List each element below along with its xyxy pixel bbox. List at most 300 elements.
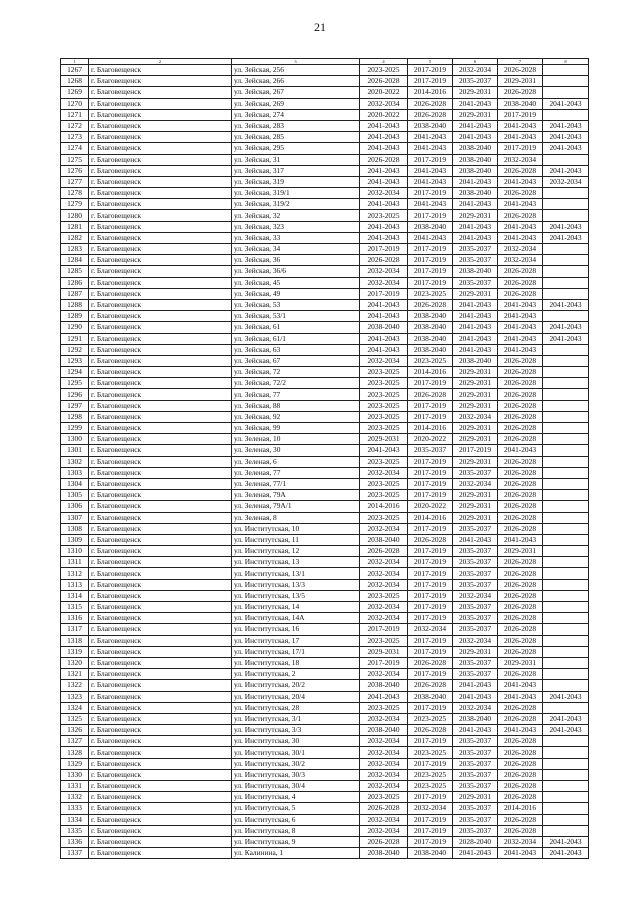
column-number: 7 (498, 59, 543, 65)
city-cell: г. Благовещенск (89, 546, 232, 557)
table-row (61, 568, 589, 579)
period-cell-col7: 2026-2028 (498, 288, 543, 299)
period-cell-col5: 2017-2019 (408, 579, 453, 590)
table-row (61, 769, 589, 780)
period-cell-col7: 2026-2028 (498, 557, 543, 568)
period-cell-col4: 2032-2034 (360, 98, 408, 109)
address-cell: ул. Зейская, 72 (232, 367, 360, 378)
period-cell-col8 (543, 87, 589, 98)
row-number-cell: 1315 (61, 602, 89, 613)
row-number-cell: 1308 (61, 523, 89, 534)
address-cell: ул. Институтская, 17 (232, 635, 360, 646)
period-cell-col7: 2032-2034 (498, 836, 543, 847)
address-cell: ул. Институтская, 30/1 (232, 747, 360, 758)
address-cell: ул. Зейская, 283 (232, 120, 360, 131)
row-number-cell: 1286 (61, 277, 89, 288)
period-cell-col8 (543, 154, 589, 165)
period-cell-col5: 2017-2019 (408, 669, 453, 680)
address-cell: ул. Зейская, 31 (232, 154, 360, 165)
table-row (61, 277, 589, 288)
period-cell-col5: 2014-2016 (408, 367, 453, 378)
row-number-cell: 1316 (61, 613, 89, 624)
period-cell-col6: 2041-2043 (453, 725, 498, 736)
period-cell-col4: 2026-2028 (360, 76, 408, 87)
city-cell: г. Благовещенск (89, 288, 232, 299)
row-number-cell: 1328 (61, 747, 89, 758)
row-number-cell: 1299 (61, 423, 89, 434)
period-cell-col4: 2026-2028 (360, 803, 408, 814)
row-number-cell: 1287 (61, 288, 89, 299)
period-cell-col8 (543, 501, 589, 512)
period-cell-col6: 2035-2037 (453, 613, 498, 624)
period-cell-col7: 2026-2028 (498, 434, 543, 445)
address-cell: ул. Калинина, 1 (232, 848, 360, 859)
period-cell-col5: 2038-2040 (408, 120, 453, 131)
column-number: 6 (453, 59, 498, 65)
table-row (61, 344, 589, 355)
period-cell-col6: 2038-2040 (453, 713, 498, 724)
row-number-cell: 1335 (61, 825, 89, 836)
period-cell-col6: 2035-2037 (453, 557, 498, 568)
period-cell-col4: 2032-2034 (360, 713, 408, 724)
period-cell-col4: 2029-2031 (360, 434, 408, 445)
city-cell: г. Благовещенск (89, 814, 232, 825)
city-cell: г. Благовещенск (89, 266, 232, 277)
period-cell-col8: 2041-2043 (543, 132, 589, 143)
table-row (61, 188, 589, 199)
period-cell-col5: 2017-2019 (408, 736, 453, 747)
period-cell-col8 (543, 702, 589, 713)
address-cell: ул. Институтская, 13/3 (232, 579, 360, 590)
period-cell-col8 (543, 210, 589, 221)
period-cell-col4: 2023-2025 (360, 635, 408, 646)
city-cell: г. Благовещенск (89, 691, 232, 702)
table-row (61, 478, 589, 489)
city-cell: г. Благовещенск (89, 657, 232, 668)
period-cell-col7: 2026-2028 (498, 188, 543, 199)
table-row (61, 467, 589, 478)
row-number-cell: 1309 (61, 534, 89, 545)
period-cell-col8 (543, 657, 589, 668)
table-row (61, 635, 589, 646)
period-cell-col5: 2014-2016 (408, 423, 453, 434)
city-cell: г. Благовещенск (89, 557, 232, 568)
period-cell-col7: 2026-2028 (498, 65, 543, 76)
period-cell-col6: 2035-2037 (453, 602, 498, 613)
period-cell-col8 (543, 400, 589, 411)
period-cell-col7: 2026-2028 (498, 490, 543, 501)
period-cell-col8 (543, 602, 589, 613)
row-number-cell: 1293 (61, 355, 89, 366)
period-cell-col7: 2026-2028 (498, 568, 543, 579)
city-cell: г. Благовещенск (89, 669, 232, 680)
table-row (61, 590, 589, 601)
period-cell-col8 (543, 456, 589, 467)
table-row (61, 546, 589, 557)
period-cell-col4: 2032-2034 (360, 523, 408, 534)
period-cell-col8: 2041-2043 (543, 848, 589, 859)
period-cell-col5: 2023-2025 (408, 355, 453, 366)
period-cell-col7: 2041-2043 (498, 176, 543, 187)
row-number-cell: 1282 (61, 232, 89, 243)
period-cell-col7: 2026-2028 (498, 702, 543, 713)
table-row (61, 456, 589, 467)
address-cell: ул. Институтская, 11 (232, 534, 360, 545)
period-cell-col4: 2032-2034 (360, 568, 408, 579)
row-number-cell: 1297 (61, 400, 89, 411)
period-cell-col7: 2041-2043 (498, 333, 543, 344)
period-cell-col7: 2026-2028 (498, 478, 543, 489)
period-cell-col5: 2017-2019 (408, 400, 453, 411)
row-number-cell: 1314 (61, 590, 89, 601)
period-cell-col4: 2032-2034 (360, 557, 408, 568)
period-cell-col5: 2017-2019 (408, 836, 453, 847)
row-number-cell: 1288 (61, 299, 89, 310)
period-cell-col5: 2038-2040 (408, 848, 453, 859)
period-cell-col7: 2026-2028 (498, 400, 543, 411)
period-cell-col4: 2023-2025 (360, 512, 408, 523)
city-cell: г. Благовещенск (89, 445, 232, 456)
period-cell-col4: 2038-2040 (360, 848, 408, 859)
period-cell-col5: 2017-2019 (408, 467, 453, 478)
period-cell-col6: 2038-2040 (453, 355, 498, 366)
period-cell-col7: 2026-2028 (498, 613, 543, 624)
period-cell-col7: 2026-2028 (498, 411, 543, 422)
row-number-cell: 1322 (61, 680, 89, 691)
table-row (61, 109, 589, 120)
table-row (61, 792, 589, 803)
period-cell-col7: 2026-2028 (498, 590, 543, 601)
table-row (61, 87, 589, 98)
row-number-cell: 1300 (61, 434, 89, 445)
period-cell-col8 (543, 367, 589, 378)
period-cell-col5: 2017-2019 (408, 456, 453, 467)
period-cell-col8: 2041-2043 (543, 98, 589, 109)
period-cell-col5: 2026-2028 (408, 109, 453, 120)
row-number-cell: 1329 (61, 758, 89, 769)
address-cell: ул. Зейская, 269 (232, 98, 360, 109)
address-cell: ул. Институтская, 30/3 (232, 769, 360, 780)
period-cell-col4: 2032-2034 (360, 747, 408, 758)
period-cell-col8 (543, 378, 589, 389)
address-cell: ул. Зейская, 267 (232, 87, 360, 98)
address-cell: ул. Зеленая, 77/1 (232, 478, 360, 489)
period-cell-col6: 2029-2031 (453, 456, 498, 467)
period-cell-col4: 2032-2034 (360, 467, 408, 478)
period-cell-col7: 2017-2019 (498, 143, 543, 154)
column-number: 1 (61, 59, 89, 65)
period-cell-col4: 2023-2025 (360, 792, 408, 803)
city-cell: г. Благовещенск (89, 467, 232, 478)
period-cell-col5: 2017-2019 (408, 188, 453, 199)
table-row (61, 691, 589, 702)
city-cell: г. Благовещенск (89, 232, 232, 243)
period-cell-col8 (543, 266, 589, 277)
row-number-cell: 1337 (61, 848, 89, 859)
period-cell-col6: 2035-2037 (453, 579, 498, 590)
row-number-cell: 1327 (61, 736, 89, 747)
period-cell-col7: 2041-2043 (498, 725, 543, 736)
address-cell: ул. Институтская, 14 (232, 602, 360, 613)
city-cell: г. Благовещенск (89, 501, 232, 512)
row-number-cell: 1279 (61, 199, 89, 210)
period-cell-col6: 2038-2040 (453, 154, 498, 165)
period-cell-col8 (543, 590, 589, 601)
period-cell-col4: 2023-2025 (360, 456, 408, 467)
city-cell: г. Благовещенск (89, 512, 232, 523)
address-cell: ул. Институтская, 10 (232, 523, 360, 534)
table-row (61, 512, 589, 523)
period-cell-col4: 2023-2025 (360, 400, 408, 411)
period-cell-col6: 2029-2031 (453, 87, 498, 98)
address-cell: ул. Зейская, 256 (232, 65, 360, 76)
period-cell-col4: 2014-2016 (360, 501, 408, 512)
city-cell: г. Благовещенск (89, 311, 232, 322)
period-cell-col4: 2020-2022 (360, 87, 408, 98)
period-cell-col7: 2026-2028 (498, 758, 543, 769)
city-cell: г. Благовещенск (89, 411, 232, 422)
period-cell-col6: 2035-2037 (453, 736, 498, 747)
period-cell-col4: 2041-2043 (360, 132, 408, 143)
period-cell-col7: 2026-2028 (498, 87, 543, 98)
period-cell-col4: 2032-2034 (360, 781, 408, 792)
period-cell-col6: 2032-2034 (453, 590, 498, 601)
period-cell-col6: 2041-2043 (453, 680, 498, 691)
period-cell-col5: 2017-2019 (408, 266, 453, 277)
period-cell-col8 (543, 467, 589, 478)
row-number-cell: 1336 (61, 836, 89, 847)
table-row (61, 501, 589, 512)
row-number-cell: 1298 (61, 411, 89, 422)
city-cell: г. Благовещенск (89, 109, 232, 120)
period-cell-col7: 2032-2034 (498, 154, 543, 165)
table-row (61, 423, 589, 434)
period-cell-col8: 2041-2043 (543, 333, 589, 344)
row-number-cell: 1305 (61, 490, 89, 501)
address-cell: ул. Зейская, 77 (232, 389, 360, 400)
period-cell-col5: 2026-2028 (408, 725, 453, 736)
address-cell: ул. Зейская, 319/1 (232, 188, 360, 199)
period-cell-col5: 2017-2019 (408, 277, 453, 288)
period-cell-col4: 2041-2043 (360, 333, 408, 344)
period-cell-col5: 2014-2016 (408, 87, 453, 98)
period-cell-col4: 2017-2019 (360, 657, 408, 668)
period-cell-col5: 2017-2019 (408, 411, 453, 422)
period-cell-col4: 2017-2019 (360, 624, 408, 635)
period-cell-col6: 2032-2034 (453, 411, 498, 422)
address-cell: ул. Зейская, 285 (232, 132, 360, 143)
row-number-cell: 1289 (61, 311, 89, 322)
period-cell-col5: 2017-2019 (408, 814, 453, 825)
city-cell: г. Благовещенск (89, 758, 232, 769)
period-cell-col4: 2038-2040 (360, 534, 408, 545)
row-number-cell: 1312 (61, 568, 89, 579)
period-cell-col6: 2035-2037 (453, 568, 498, 579)
period-cell-col7: 2026-2028 (498, 523, 543, 534)
period-cell-col6: 2041-2043 (453, 333, 498, 344)
row-number-cell: 1292 (61, 344, 89, 355)
period-cell-col7: 2026-2028 (498, 423, 543, 434)
period-cell-col6: 2041-2043 (453, 132, 498, 143)
city-cell: г. Благовещенск (89, 210, 232, 221)
period-cell-col7: 2026-2028 (498, 266, 543, 277)
city-cell: г. Благовещенск (89, 299, 232, 310)
period-cell-col7: 2041-2043 (498, 221, 543, 232)
period-cell-col8: 2041-2043 (543, 836, 589, 847)
period-cell-col7: 2026-2028 (498, 210, 543, 221)
row-number-cell: 1273 (61, 132, 89, 143)
table-row (61, 221, 589, 232)
period-cell-col8 (543, 109, 589, 120)
period-cell-col7: 2032-2034 (498, 244, 543, 255)
period-cell-col8 (543, 669, 589, 680)
period-cell-col6: 2032-2034 (453, 635, 498, 646)
period-cell-col8 (543, 355, 589, 366)
address-cell: ул. Институтская, 4 (232, 792, 360, 803)
period-cell-col8 (543, 803, 589, 814)
period-cell-col4: 2032-2034 (360, 669, 408, 680)
period-cell-col6: 2029-2031 (453, 490, 498, 501)
period-cell-col7: 2026-2028 (498, 602, 543, 613)
city-cell: г. Благовещенск (89, 434, 232, 445)
table-row (61, 669, 589, 680)
period-cell-col5: 2017-2019 (408, 378, 453, 389)
address-cell: ул. Институтская, 17/1 (232, 646, 360, 657)
period-cell-col7: 2041-2043 (498, 132, 543, 143)
table-row (61, 747, 589, 758)
column-number: 2 (89, 59, 232, 65)
period-cell-col6: 2038-2040 (453, 266, 498, 277)
period-cell-col4: 2023-2025 (360, 210, 408, 221)
period-cell-col6: 2041-2043 (453, 534, 498, 545)
row-number-cell: 1319 (61, 646, 89, 657)
period-cell-col7: 2026-2028 (498, 165, 543, 176)
period-cell-col5: 2038-2040 (408, 344, 453, 355)
table-body (61, 65, 589, 859)
period-cell-col5: 2041-2043 (408, 165, 453, 176)
period-cell-col8 (543, 490, 589, 501)
period-cell-col8 (543, 277, 589, 288)
period-cell-col4: 2023-2025 (360, 423, 408, 434)
period-cell-col8 (543, 680, 589, 691)
period-cell-col5: 2017-2019 (408, 635, 453, 646)
address-cell: ул. Зейская, 33 (232, 232, 360, 243)
period-cell-col4: 2023-2025 (360, 478, 408, 489)
address-cell: ул. Институтская, 18 (232, 657, 360, 668)
period-cell-col5: 2038-2040 (408, 322, 453, 333)
period-cell-col7: 2017-2019 (498, 109, 543, 120)
address-cell: ул. Зейская, 92 (232, 411, 360, 422)
period-cell-col8 (543, 311, 589, 322)
row-number-cell: 1317 (61, 624, 89, 635)
period-cell-col6: 2029-2031 (453, 389, 498, 400)
period-cell-col8 (543, 199, 589, 210)
period-cell-col7: 2038-2040 (498, 98, 543, 109)
table-row (61, 132, 589, 143)
address-cell: ул. Зеленая, 8 (232, 512, 360, 523)
period-cell-col5: 2017-2019 (408, 255, 453, 266)
period-cell-col7: 2041-2043 (498, 232, 543, 243)
period-cell-col4: 2032-2034 (360, 613, 408, 624)
city-cell: г. Благовещенск (89, 367, 232, 378)
period-cell-col8 (543, 445, 589, 456)
table-row (61, 76, 589, 87)
table-row (61, 255, 589, 266)
period-cell-col8 (543, 546, 589, 557)
row-number-cell: 1303 (61, 467, 89, 478)
period-cell-col6: 2035-2037 (453, 825, 498, 836)
period-cell-col6: 2041-2043 (453, 232, 498, 243)
city-cell: г. Благовещенск (89, 333, 232, 344)
row-number-cell: 1272 (61, 120, 89, 131)
period-cell-col5: 2026-2028 (408, 98, 453, 109)
period-cell-col8 (543, 411, 589, 422)
period-cell-col4: 2023-2025 (360, 411, 408, 422)
table-row (61, 244, 589, 255)
address-cell: ул. Институтская, 13/5 (232, 590, 360, 601)
period-cell-col4: 2032-2034 (360, 355, 408, 366)
city-cell: г. Благовещенск (89, 725, 232, 736)
table-row (61, 434, 589, 445)
address-cell: ул. Институтская, 16 (232, 624, 360, 635)
period-cell-col5: 2023-2025 (408, 769, 453, 780)
period-cell-col5: 2017-2019 (408, 590, 453, 601)
city-cell: г. Благовещенск (89, 736, 232, 747)
period-cell-col5: 2017-2019 (408, 244, 453, 255)
row-number-cell: 1304 (61, 478, 89, 489)
address-cell: ул. Институтская, 12 (232, 546, 360, 557)
period-cell-col8 (543, 579, 589, 590)
period-cell-col6: 2041-2043 (453, 691, 498, 702)
table-row (61, 299, 589, 310)
address-cell: ул. Зеленая, 79А (232, 490, 360, 501)
period-cell-col5: 2023-2025 (408, 713, 453, 724)
period-cell-col6: 2017-2019 (453, 445, 498, 456)
period-cell-col7: 2041-2043 (498, 848, 543, 859)
period-cell-col4: 2041-2043 (360, 165, 408, 176)
period-cell-col7: 2026-2028 (498, 669, 543, 680)
row-number-cell: 1269 (61, 87, 89, 98)
city-cell: г. Благовещенск (89, 568, 232, 579)
city-cell: г. Благовещенск (89, 836, 232, 847)
address-cell: ул. Институтская, 2 (232, 669, 360, 680)
city-cell: г. Благовещенск (89, 456, 232, 467)
period-cell-col7: 2041-2043 (498, 199, 543, 210)
period-cell-col4: 2041-2043 (360, 143, 408, 154)
address-cell: ул. Институтская, 3/3 (232, 725, 360, 736)
table-row (61, 266, 589, 277)
period-cell-col7: 2041-2043 (498, 311, 543, 322)
address-cell: ул. Зейская, 319 (232, 176, 360, 187)
row-number-cell: 1323 (61, 691, 89, 702)
city-cell: г. Благовещенск (89, 523, 232, 534)
period-cell-col5: 2032-2034 (408, 803, 453, 814)
period-cell-col6: 2035-2037 (453, 255, 498, 266)
city-cell: г. Благовещенск (89, 255, 232, 266)
period-cell-col4: 2041-2043 (360, 221, 408, 232)
period-cell-col4: 2032-2034 (360, 825, 408, 836)
period-cell-col7: 2026-2028 (498, 355, 543, 366)
period-cell-col4: 2023-2025 (360, 490, 408, 501)
row-number-cell: 1268 (61, 76, 89, 87)
period-cell-col4: 2023-2025 (360, 367, 408, 378)
address-cell: ул. Зейская, 36/6 (232, 266, 360, 277)
period-cell-col6: 2035-2037 (453, 781, 498, 792)
city-cell: г. Благовещенск (89, 322, 232, 333)
period-cell-col4: 2041-2043 (360, 199, 408, 210)
period-cell-col7: 2026-2028 (498, 467, 543, 478)
period-cell-col7: 2041-2043 (498, 691, 543, 702)
